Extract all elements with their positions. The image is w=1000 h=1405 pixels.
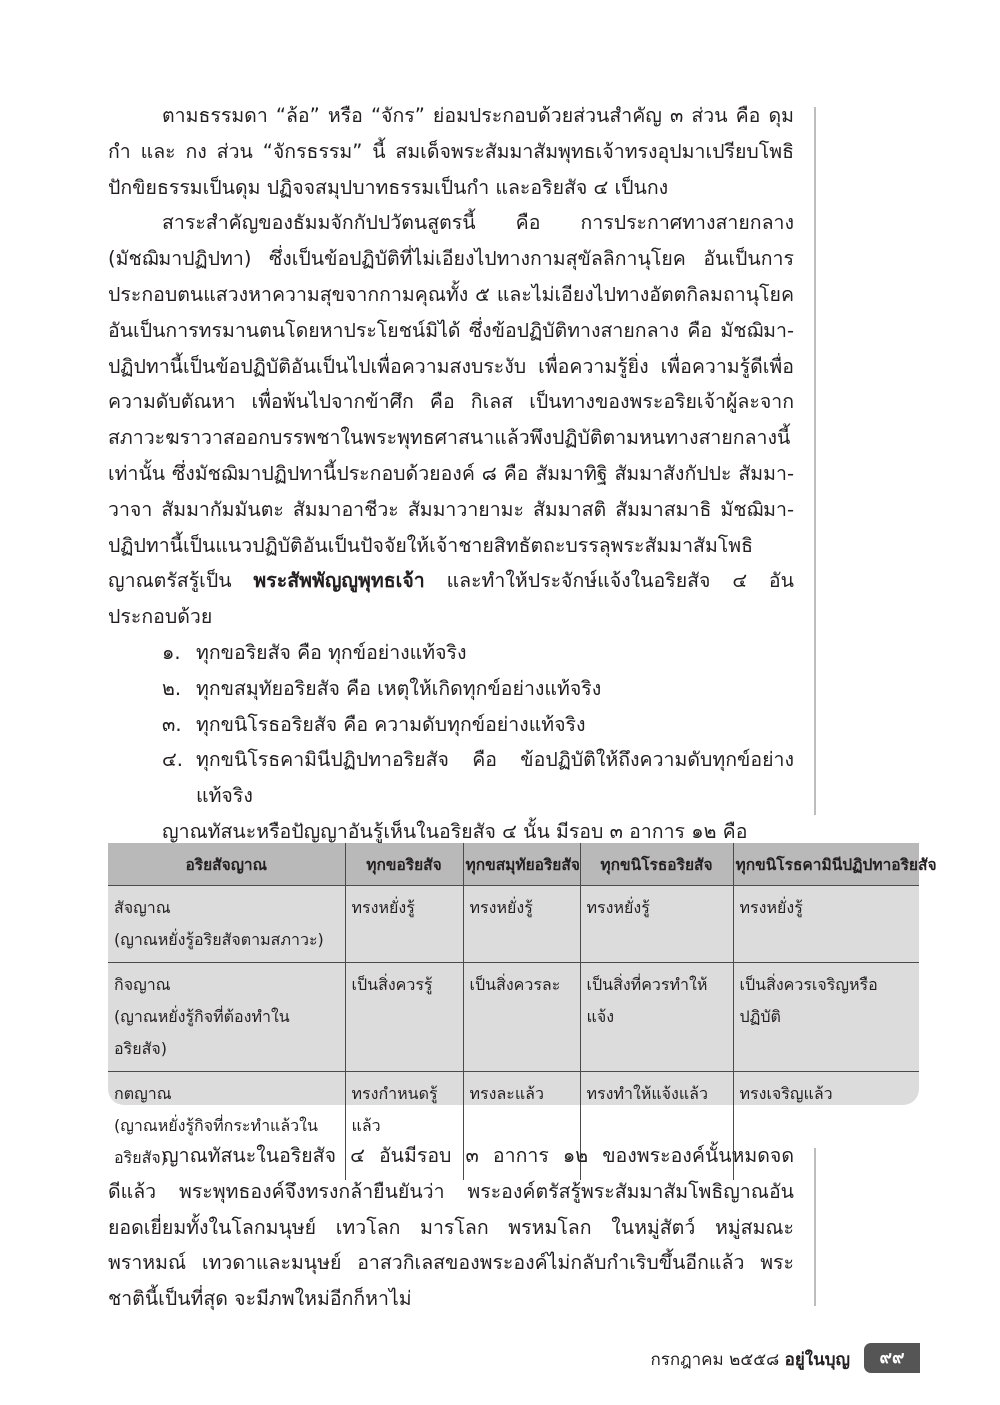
table-cell: ทรงทำให้แจ้งแล้ว [580,1072,733,1181]
table-cell: ทรงหยั่งรู้ [733,886,919,963]
table-cell: เป็นสิ่งควรละ [463,963,580,1072]
issue-date: กรกฎาคม ๒๕๕๘ [650,1350,780,1370]
paragraph-wheel-analogy: ตามธรรมดา “ล้อ” หรือ “จักร” ย่อมประกอบด้วยส่วนสำคัญ ๓ ส่วน คือ ดุม กำ และ กง ส่วน “จักรธรรม” นี้ สมเด็จพระสัมมาสัมพุทธเจ้าทรงอุปมาเปรียบโพธิปักขิยธรรมเป็นดุม ปฏิจจสมุปบาทธรรมเป็นกำ และอริยสัจ ๔ เป็นกง [108,104,794,199]
side-rule [814,107,816,815]
page-number: ๙๙ [864,1343,920,1373]
list-item: ๔. ทุกขนิโรธคามินีปฏิปทาอริยสัจ คือ ข้อปฏิบัติให้ถึงความดับทุกข์อย่างแท้จริง [162,748,794,808]
list-item: ๓. ทุกขนิโรธอริยสัจ คือ ความดับทุกข์อย่างแท้จริง [162,712,586,736]
four-noble-truths-list [108,635,794,814]
table-header: ทุกขสมุทัยอริยสัจ [463,843,580,886]
table-cell: ทรงหยั่งรู้ [580,886,733,963]
table-header: ทุกขนิโรธคามินีปฏิปทาอริยสัจ [733,843,919,886]
article-body-bottom [108,1138,794,1317]
table-header: อริยสัจญาณ [108,843,345,886]
table-cell: ทรงเจริญแล้ว [733,1072,919,1181]
row-label: กตญาณ (ญาณหยั่งรู้กิจที่กระทำแล้วในอริยสัจ) [114,1084,318,1167]
table-header: ทุกขอริยสัจ [345,843,463,886]
side-rule [814,1148,816,1306]
paragraph-table-intro: ญาณทัสนะหรือปัญญาอันรู้เห็นในอริยสัจ ๔ นั้น มีรอบ ๓ อาการ ๑๒ คือ [162,819,748,843]
list-item: ๑. ทุกขอริยสัจ คือ ทุกข์อย่างแท้จริง [162,640,467,664]
table-cell: ทรงละแล้ว [463,1072,580,1181]
table-cell: ทรงหยั่งรู้ [345,886,463,963]
paragraph-conclusion: ญาณทัสนะในอริยสัจ ๔ อันมีรอบ ๓ อาการ ๑๒ ของพระองค์นั้นหมดจดดีแล้ว พระพุทธองค์จึงทรงกล้ายืนยันว่า พระองค์ตรัสรู้พระสัมมาสัมโพธิญาณอันยอดเยี่ยมทั้งในโลกมนุษย์ เทวโลก มารโลก พรหมโลก ในหมู่สัตว์ หมู่สมณะ พราหมณ์ เทวดาและมนุษย์ อาสวกิเลสของพระองค์ไม่กลับกำเริบขึ้นอีกแล้ว พระชาตินี้เป็นที่สุด จะมีภพใหม่อีกก็หาไม่ [108,1144,794,1311]
ariyasacca-nana-table [108,843,937,1167]
table-cell: ทรงกำหนดรู้แล้ว [345,1072,463,1181]
table-row [108,963,919,1072]
row-label: สัจญาณ (ญาณหยั่งรู้อริยสัจตามสภาวะ) [108,886,345,963]
table-header-row [108,843,919,886]
article-body-top [108,98,794,850]
list-item: ๒. ทุกขสมุทัยอริยสัจ คือ เหตุให้เกิดทุกข์อย่างแท้จริง [162,676,602,700]
table-cell: ทรงหยั่งรู้ [463,886,580,963]
paragraph-middle-way: สาระสำคัญของธัมมจักกัปปวัตนสูตรนี้ คือ การประกาศทางสายกลาง (มัชฌิมาปฏิปทา) ซึ่งเป็นข้อปฏิบัติที่ไม่เอียงไปทางกามสุขัลลิกานุโยค อันเป็นการประกอบตนแสวงหาความสุขจากกามคุณทั้ง ๕ และไม่เอียงไปทางอัตตกิลมถานุโยคอันเป็นการทรมานตนโดยหาประโยชน์มิได้ ซึ่งข้อปฏิบัติทางสายกลาง คือ มัชฌิมา-ปฏิปทานี้เป็นข้อปฏิบัติอันเป็นไปเพื่อความสงบระงับ เพื่อความรู้ยิ่ง เพื่อความรู้ดีเพื่อความดับตัณหา เพื่อพ้นไปจากข้าศึก คือ กิเลส เป็นทางของพระอริยเจ้าผู้ละจากสภาวะฆราวาสออกบรรพชาในพระพุทธศาสนาแล้วพึงปฏิบัติตามหนทางสายกลางนี้เท่านั้น ซึ่งมัชฌิมาปฏิปทานี้ประกอบด้วยองค์ ๘ คือ สัมมาทิฐิ สัมมาสังกัปปะ สัมมา-วาจา สัมมากัมมันตะ สัมมาอาชีวะ สัมมาวายามะ สัมมาสติ สัมมาสมาธิ มัชฌิมา-ปฏิปทานี้เป็นแนวปฏิบัติอันเป็นปัจจัยให้เจ้าชายสิทธัตถะบรรลุพระสัมมาสัมโพธิญาณตรัสรู้เป็น พระสัพพัญญูพุทธเจ้า และทำให้ประจักษ์แจ้งในอริยสัจ ๔ อันประกอบด้วย [108,211,794,629]
table-row [108,886,919,963]
table-header: ทุกขนิโรธอริยสัจ [580,843,733,886]
page-footer [651,1346,851,1373]
magazine-name: อยู่ในบุญ [784,1350,850,1370]
bold-term: พระสัพพัญญูพุทธเจ้า [253,569,425,593]
table-cell: เป็นสิ่งควรรู้ [345,963,463,1072]
table-cell: เป็นสิ่งที่ควรทำให้แจ้ง [580,963,733,1072]
row-label: กิจญาณ (ญาณหยั่งรู้กิจที่ต้องทำในอริยสัจ) [108,963,345,1072]
table-cell: เป็นสิ่งควรเจริญหรือปฏิบัติ [733,963,919,1072]
